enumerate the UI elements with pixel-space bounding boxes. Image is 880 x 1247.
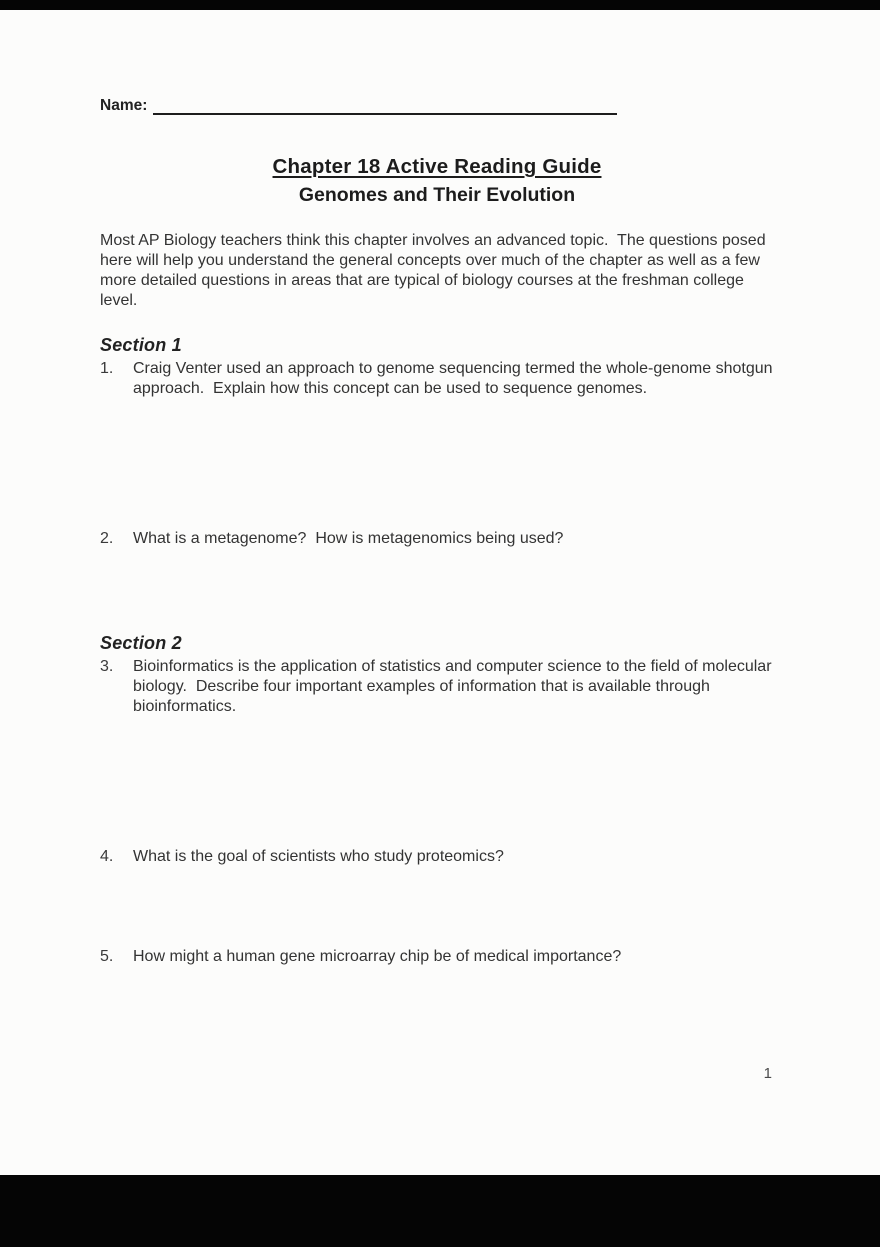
question-4 bbox=[100, 847, 774, 867]
question-1 bbox=[100, 359, 777, 399]
scan-edge-top bbox=[0, 0, 880, 10]
question-3 bbox=[100, 657, 774, 717]
document-title: Chapter 18 Active Reading Guide bbox=[272, 155, 602, 178]
question-1-number: 1. bbox=[100, 360, 114, 377]
question-3-text: Bioinformatics is the application of statistics and computer science to the field of molecular biology. Describe four important examples of information that is available through bioinformatics. bbox=[133, 658, 776, 715]
question-4-text: What is the goal of scientists who study proteomics? bbox=[133, 848, 504, 865]
intro-paragraph: Most AP Biology teachers think this chapter involves an advanced topic. The questions posed here will help you understand the general concepts over much of the chapter as well as a few more detailed questions in areas that are typical of biology courses at the freshman college level. bbox=[100, 232, 771, 309]
name-blank-underline bbox=[153, 97, 617, 115]
name-label: Name: bbox=[100, 97, 148, 114]
question-5-text: How might a human gene microarray chip be of medical importance? bbox=[133, 948, 622, 965]
page-number: 1 bbox=[763, 1065, 772, 1082]
question-5 bbox=[100, 947, 774, 967]
section-1-heading: Section 1 bbox=[100, 335, 182, 355]
question-3-number: 3. bbox=[100, 658, 114, 675]
title-block bbox=[100, 155, 774, 207]
worksheet-page bbox=[0, 10, 880, 1175]
scan-edge-bottom bbox=[0, 1175, 880, 1247]
question-4-number: 4. bbox=[100, 848, 114, 865]
document-subtitle: Genomes and Their Evolution bbox=[298, 184, 576, 206]
question-2-text: What is a metagenome? How is metagenomics being used? bbox=[133, 530, 564, 547]
question-2-number: 2. bbox=[100, 530, 114, 547]
name-line bbox=[100, 95, 774, 115]
question-1-text: Craig Venter used an approach to genome sequencing termed the whole-genome shotgun approach. Explain how this concept can be used to sequence genomes. bbox=[133, 360, 777, 397]
question-5-number: 5. bbox=[100, 948, 114, 965]
section-2-heading: Section 2 bbox=[100, 633, 182, 653]
question-2 bbox=[100, 529, 774, 549]
